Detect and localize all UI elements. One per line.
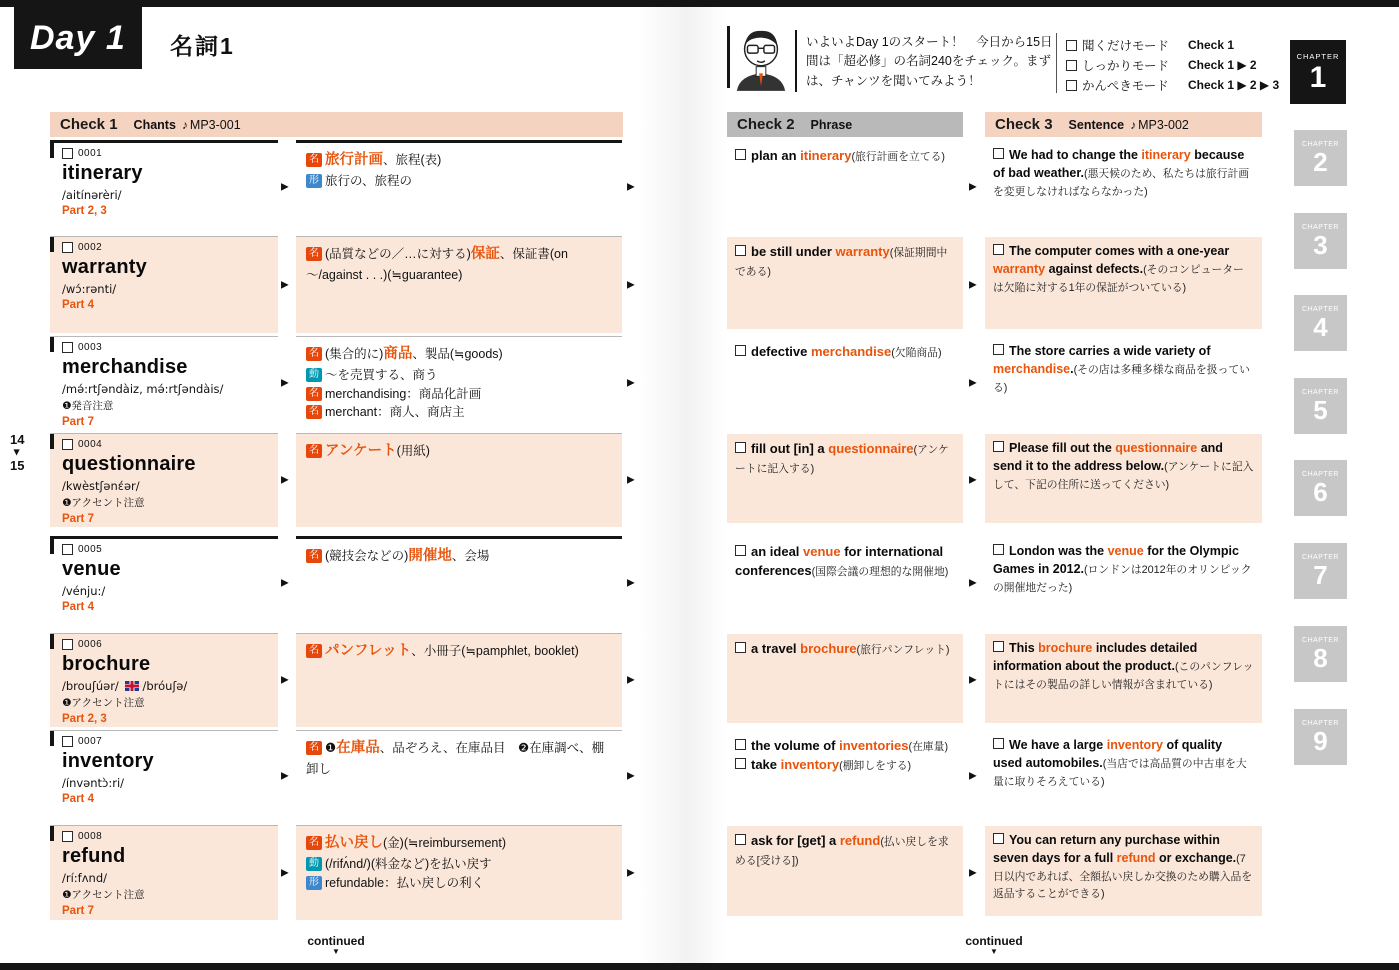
sentence-cell: London was the venue for the Olympic Games in 2012.(ロンドンは2012年のオリンピックの開催地だった) — [993, 544, 1252, 594]
check-box[interactable] — [993, 244, 1004, 255]
word-number: 0008 — [78, 831, 103, 842]
word-entry — [50, 633, 278, 727]
chapter-number: 3 — [1313, 230, 1328, 260]
chapter-number: 1 — [1309, 60, 1327, 94]
page-right: 15 — [10, 458, 25, 473]
word-checkbox[interactable] — [62, 342, 73, 353]
arrow-icon: ▶ — [969, 577, 977, 589]
arrow-icon: ▶ — [969, 377, 977, 389]
continued-label — [954, 934, 1034, 956]
part-label: Part 4 — [62, 793, 94, 805]
sentence-cell: This brochure includes detailed information about the product.(このパンフレットにはその製品の詳しい情報が含まれている) — [985, 634, 1262, 723]
chapter-number: 2 — [1313, 147, 1328, 177]
chapter-number: 4 — [1313, 312, 1328, 342]
arrow-icon: ▶ — [627, 279, 635, 290]
word-checkbox[interactable] — [62, 736, 73, 747]
check-box[interactable] — [993, 738, 1004, 749]
intro-speech: いよいよDay 1のスタート！ 今日から15日間は「超必修」の名詞240をチェック。まずは、チャンツを聞いてみよう！ — [806, 35, 1053, 88]
arrow-icon: ▶ — [281, 770, 289, 782]
chapter-number: 5 — [1313, 395, 1328, 425]
vocab-row — [0, 236, 1399, 333]
audio-icon: ♪ — [181, 117, 188, 132]
arrow-icon: ▶ — [627, 377, 635, 389]
arrow-icon: ▶ — [969, 474, 977, 486]
lesson-title: 名詞1 — [170, 33, 235, 59]
meaning-cell: 名 旅行計画、旅程(表) 形 旅行の、旅程の — [296, 140, 622, 233]
arrow-icon: ▶ — [281, 674, 289, 686]
down-arrow-icon: ▼ — [990, 947, 998, 956]
word-entry-head — [62, 831, 270, 842]
check-box[interactable] — [735, 149, 746, 160]
vocab-row — [0, 633, 1399, 727]
arrow-icon: ▶ — [627, 577, 635, 589]
mode-check-sequence: Check 1 — [1188, 38, 1235, 52]
headword: merchandise — [62, 356, 188, 378]
check2-title: Check 2 — [737, 116, 795, 133]
phrase-cell: the volume of inventories(在庫量) take inventory(棚卸しをする) — [727, 731, 963, 818]
arrow-icon: ▶ — [969, 674, 977, 686]
vocab-row — [0, 536, 1399, 630]
mp3-label: MP3-001 — [189, 117, 241, 132]
headword: itinerary — [62, 162, 143, 184]
meaning-cell: 名 アンケート(用紙) — [296, 433, 622, 527]
word-entry-head — [62, 148, 270, 159]
vocab-row — [0, 726, 1399, 822]
mode-label: 聞くだけモード — [1082, 39, 1170, 53]
check-box[interactable] — [735, 834, 746, 845]
arrow-icon: ▶ — [281, 867, 289, 878]
check-box[interactable] — [735, 758, 746, 769]
mp3-label: MP3-002 — [1138, 117, 1189, 132]
vocab-row — [0, 433, 1399, 527]
pronunciation-note: ❶アクセント注意 — [62, 697, 145, 709]
check3-subtitle: Sentence — [1068, 117, 1125, 132]
check-box[interactable] — [993, 441, 1004, 452]
meaning-cell: 名 (競技会などの)開催地、会場 — [296, 536, 622, 630]
arrow-icon: ▶ — [969, 770, 977, 782]
mode-check-sequence: Check 1 ▶ 2 ▶ 3 — [1188, 78, 1280, 92]
word-entry — [50, 140, 278, 233]
word-checkbox[interactable] — [62, 439, 73, 450]
part-label: Part 7 — [62, 513, 94, 525]
word-checkbox[interactable] — [62, 831, 73, 842]
part-label: Part 7 — [62, 416, 94, 428]
arrow-icon: ▶ — [281, 279, 289, 290]
arrow-icon: ▶ — [627, 674, 635, 686]
chapter-number: 7 — [1313, 560, 1328, 590]
word-entry — [50, 433, 278, 527]
arrow-icon: ▶ — [627, 770, 635, 782]
meaning-cell: 名 (集合的に)商品、製品(≒goods) 動 〜を売買する、商う 名 merchandising：商品化計画 名 merchant：商人、商店主 — [296, 336, 622, 430]
arrow-icon: ▶ — [969, 867, 977, 878]
pronunciation: /kwèstʃənɛ́ər/ — [62, 479, 140, 493]
check3-title: Check 3 — [995, 116, 1053, 133]
page-left: 14 — [10, 432, 25, 447]
chapter-word: CHAPTER — [1302, 471, 1339, 478]
phrase-cell: an ideal venue for international conferences(国際会議の理想的な開催地) — [735, 544, 949, 578]
check-box[interactable] — [735, 245, 746, 256]
pronunciation: /brouʃúər/ /bróuʃə/ — [62, 679, 188, 693]
vocab-row — [0, 825, 1399, 920]
mode-check-sequence: Check 1 ▶ 2 — [1188, 58, 1257, 72]
pronunciation-note: ❶アクセント注意 — [62, 889, 145, 901]
phrase-cell: a travel brochure(旅行パンフレット) — [727, 634, 963, 723]
check-box[interactable] — [993, 148, 1004, 159]
bottom-border-bar — [0, 963, 1399, 970]
word-entry — [50, 336, 278, 430]
check-box[interactable] — [993, 833, 1004, 844]
arrow-icon: ▶ — [969, 279, 977, 290]
arrow-icon: ▶ — [627, 181, 635, 192]
check-box[interactable] — [993, 344, 1004, 355]
chapter-word: CHAPTER — [1302, 141, 1339, 148]
arrow-icon: ▶ — [627, 867, 635, 878]
sentence-cell: You can return any purchase within seven days for a full refund or exchange.(7日以内であれば、全額払い戻しか交換のため購入品を返品することができる) — [985, 826, 1262, 916]
audio-icon: ♪ — [1130, 117, 1137, 132]
chapter-word: CHAPTER — [1302, 637, 1339, 644]
headword: refund — [62, 845, 126, 867]
continued-label — [296, 934, 376, 956]
uk-flag-icon — [125, 681, 139, 691]
word-number: 0003 — [78, 342, 103, 353]
chapter-word: CHAPTER — [1302, 554, 1339, 561]
arrow-icon: ▶ — [281, 377, 289, 389]
meaning-cell: 名 払い戻し(金)(≒reimbursement) 動 (/rifʌ́nd/)(料金など)を払い戻す 形 refundable：払い戻しの利く — [296, 825, 622, 920]
part-label: Part 2, 3 — [62, 205, 107, 217]
word-entry — [50, 536, 278, 630]
sentence-cell: We have a large inventory of quality used automobiles.(当店では高品質の中古車を大量に取りそろえている) — [993, 738, 1247, 788]
word-number: 0001 — [78, 148, 103, 159]
check1-subtitle: Chants — [133, 117, 176, 132]
check-box[interactable] — [993, 641, 1004, 652]
check-box[interactable] — [735, 739, 746, 750]
meaning-cell: 名 パンフレット、小冊子(≒pamphlet, booklet) — [296, 633, 622, 727]
phrase-cell: be still under warranty(保証期間中である) — [727, 237, 963, 329]
word-checkbox[interactable] — [62, 639, 73, 650]
pronunciation: /ínvəntɔ̀:ri/ — [62, 776, 125, 790]
part-label: Part 2, 3 — [62, 713, 107, 725]
pronunciation-note: ❶アクセント注意 — [62, 497, 145, 509]
day-label: Day 1 — [14, 7, 142, 69]
word-number: 0005 — [78, 544, 103, 555]
pronunciation-note: ❶発音注意 — [62, 400, 114, 412]
chapter-number: 6 — [1313, 477, 1328, 507]
vocab-row — [0, 336, 1399, 430]
check1-title: Check 1 — [60, 116, 118, 133]
check-box[interactable] — [735, 642, 746, 653]
check2-subtitle: Phrase — [810, 117, 853, 132]
meaning-cell: 名 (品質などの／…に対する)保証、保証書(on 〜/against . . .)(≒guarantee) — [296, 236, 622, 333]
arrow-icon: ▶ — [281, 577, 289, 589]
mode-label: かんぺきモード — [1082, 79, 1169, 93]
sentence-cell: The computer comes with a one-year warranty against defects.(そのコンピューターは欠陥に対する1年の保証がついている) — [985, 237, 1262, 329]
headword: warranty — [62, 256, 147, 278]
pronunciation: /rí:fʌnd/ — [62, 871, 107, 885]
sentence-cell: Please fill out the questionnaire and send it to the address below.(アンケートに記入して、下記の住所に送ってください) — [985, 434, 1262, 523]
continued-text: continued — [307, 934, 365, 948]
arrow-icon: ▶ — [281, 474, 289, 486]
word-entry-head — [62, 736, 270, 747]
arrow-icon: ▶ — [12, 449, 22, 456]
continued-text: continued — [965, 934, 1023, 948]
pronunciation: /wɔ́:rənti/ — [62, 282, 117, 296]
chapter-number: 9 — [1313, 726, 1328, 756]
chapter-word: CHAPTER — [1302, 306, 1339, 313]
headword: brochure — [62, 653, 151, 675]
word-number: 0004 — [78, 439, 103, 450]
word-number: 0006 — [78, 639, 103, 650]
word-number: 0007 — [78, 736, 103, 747]
pronunciation: /aitínərèri/ — [62, 188, 122, 202]
check-box[interactable] — [735, 545, 746, 556]
chapter-word: CHAPTER — [1302, 720, 1339, 727]
word-number: 0002 — [78, 242, 103, 253]
part-label: Part 4 — [62, 299, 94, 311]
phrase-cell: fill out [in] a questionnaire(アンケートに記入する) — [727, 434, 963, 523]
down-arrow-icon: ▼ — [332, 947, 340, 956]
phrase-cell: plan an itinerary(旅行計画を立てる) — [727, 141, 963, 229]
headword: questionnaire — [62, 453, 196, 475]
arrow-icon: ▶ — [281, 181, 289, 192]
chapter-number: 8 — [1313, 643, 1328, 673]
part-label: Part 4 — [62, 601, 94, 613]
arrow-icon: ▶ — [627, 474, 635, 486]
word-entry-head — [62, 544, 270, 555]
check-box[interactable] — [993, 544, 1004, 555]
sentence-cell: We had to change the itinerary because of bad weather.(悪天候のため、私たちは旅行計画を変更しなければならなかった) — [993, 148, 1250, 198]
mode-label: しっかりモード — [1082, 59, 1170, 73]
word-entry-head — [62, 439, 270, 450]
word-checkbox[interactable] — [62, 242, 73, 253]
word-entry — [50, 730, 278, 822]
check-box[interactable] — [735, 442, 746, 453]
chapter-word: CHAPTER — [1302, 389, 1339, 396]
word-entry-head — [62, 242, 270, 253]
word-entry-head — [62, 639, 270, 650]
chapter-word: CHAPTER — [1296, 51, 1340, 61]
phrase-cell: ask for [get] a refund(払い戻しを求める[受ける]) — [727, 826, 963, 916]
word-entry-head — [62, 342, 270, 353]
vocab-row — [0, 140, 1399, 233]
part-label: Part 7 — [62, 905, 94, 917]
check-box[interactable] — [735, 345, 746, 356]
arrow-icon: ▶ — [969, 181, 977, 192]
sentence-cell: The store carries a wide variety of merchandise.(その店は多種多様な商品を扱っている) — [993, 344, 1250, 394]
pronunciation: /mə́:rtʃəndàiz, mə́:rtʃəndàis/ — [62, 382, 224, 396]
phrase-cell: defective merchandise(欠陥商品) — [727, 337, 963, 426]
word-entry — [50, 236, 278, 333]
headword: inventory — [62, 750, 154, 772]
word-entry — [50, 825, 278, 920]
word-checkbox[interactable] — [62, 148, 73, 159]
headword: venue — [62, 558, 121, 580]
pronunciation: /vénju:/ — [62, 584, 106, 598]
chapter-word: CHAPTER — [1302, 224, 1339, 231]
meaning-cell: 名 ❶在庫品、品ぞろえ、在庫品目 ❷在庫調べ、棚卸し — [296, 730, 622, 822]
word-checkbox[interactable] — [62, 544, 73, 555]
